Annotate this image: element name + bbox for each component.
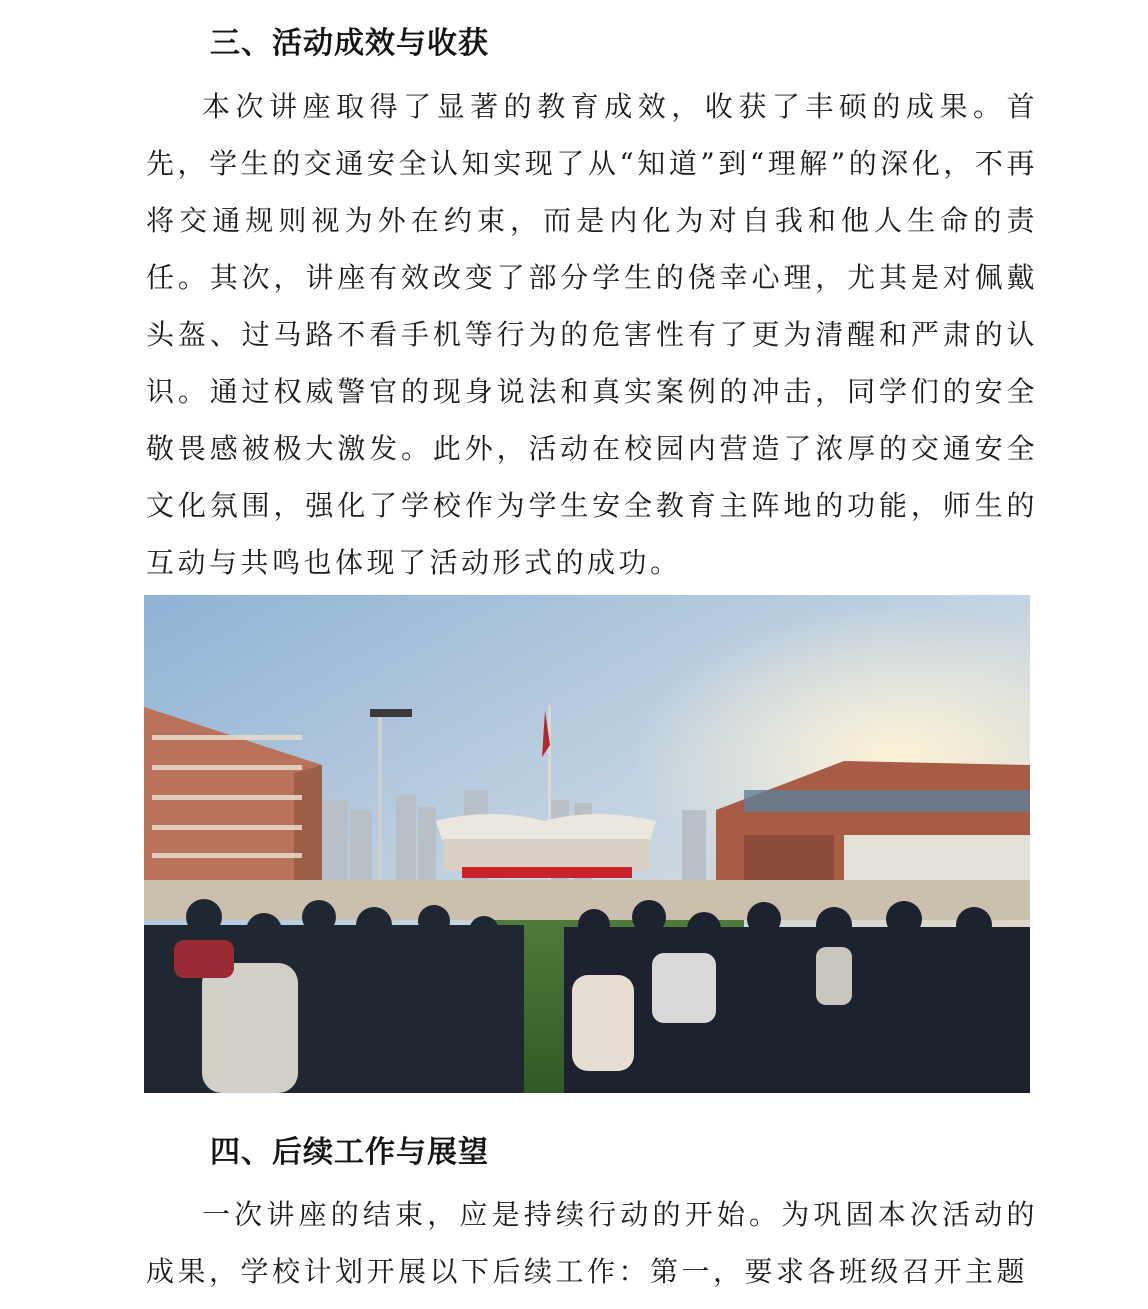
- stage-banner: [462, 867, 632, 878]
- section-4-heading: 四、后续工作与展望: [210, 1135, 489, 1170]
- student-crowd-left: [144, 899, 524, 1093]
- student-light-jacket: [202, 963, 298, 1093]
- student-red-hood: [174, 940, 234, 978]
- section-3-paragraph: 本次讲座取得了显著的教育成效，收获了丰硕的成果。首先，学生的交通安全认知实现了从“知道”到“理解”的深化，不再将交通规则视为外在约束，而是内化为对自我和他人生命的责任。其次，讲座有效改变了部分学生的侥幸心理，尤其是对佩戴头盔、过马路不看手机等行为的危害性有了更为清醒和严肃的认识。通过权威警官的现身说法和真实案例的冲击，同学们的安全敬畏感被极大激发。此外，活动在校园内营造了浓厚的交通安全文化氛围，强化了学校作为学生安全教育主阵地的功能，师生的互动与共鸣也体现了活动形式的成功。: [146, 90, 1038, 579]
- section-4-paragraph: 一次讲座的结束，应是持续行动的开始。为巩固本次活动的成果，学校计划开展以下后续工作：第一，要求各班级召开主题: [146, 1198, 1038, 1288]
- students-assembly-photo: [144, 595, 1030, 1093]
- student-checkered-jacket: [652, 953, 716, 1023]
- stage-canopy: [436, 814, 656, 878]
- student-cream-coat: [572, 975, 634, 1071]
- section-3-heading: 三、活动成效与收获: [210, 26, 489, 61]
- light-pole: [378, 713, 382, 908]
